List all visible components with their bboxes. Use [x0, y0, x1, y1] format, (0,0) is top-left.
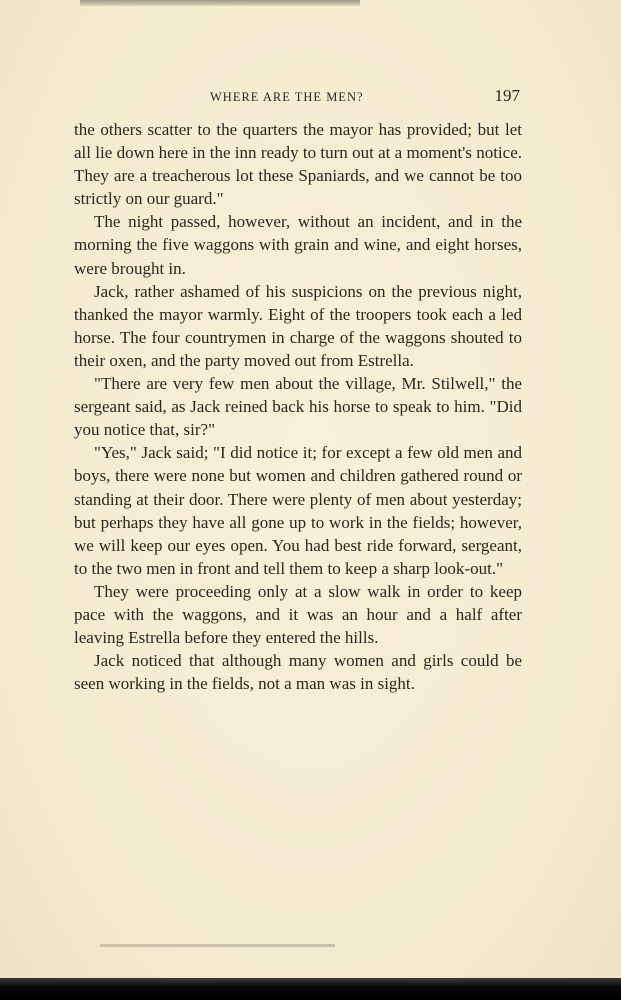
page-bottom-edge: [0, 978, 621, 1000]
paragraph: the others scatter to the quarters the mayor has provided; but let all lie down here in the inn ready to turn out at a moment's notice. They are a treacherous lot these Spaniards, and we cannot be too strictly on our guard.": [74, 120, 522, 209]
page-number: 197: [494, 86, 520, 105]
body-text: [74, 118, 522, 695]
paragraph: They were proceeding only at a slow walk in order to keep pace with the waggons, and it was an hour and a half after leaving Estrella before they entered the hills.: [74, 581, 522, 648]
paragraph: "Yes," Jack said; "I did notice it; for except a few old men and boys, there were none but women and children gathered round or standing at their door. There were plenty of men about yesterday; but perhaps they have all gone up to work in the fields; however, we will keep our eyes open. You had best ride forward, sergeant, to the two men in front and tell them to keep a sharp look-out.": [74, 443, 522, 578]
page-top-edge: [80, 0, 360, 6]
paragraph: The night passed, however, without an incident, and in the morning the five waggons with grain and wine, and eight horses, were brought in.: [74, 212, 522, 278]
paragraph: "There are very few men about the village, Mr. Stilwell," the sergeant said, as Jack reined back his horse to speak to him. "Did you notice that, sir?": [74, 374, 522, 440]
running-title: WHERE ARE THE MEN?: [210, 90, 364, 104]
page-bottom-line: [100, 944, 335, 947]
paragraph: Jack, rather ashamed of his suspicions on the previous night, thanked the mayor warmly. Eight of the troopers took each a led horse. The four countrymen in charge of the waggons shouted to their oxen, and the party moved out from Estrella.: [74, 281, 522, 370]
page-header: [74, 86, 522, 110]
paragraph: Jack noticed that although many women and girls could be seen working in the fields, not a man was in sight.: [74, 651, 522, 694]
